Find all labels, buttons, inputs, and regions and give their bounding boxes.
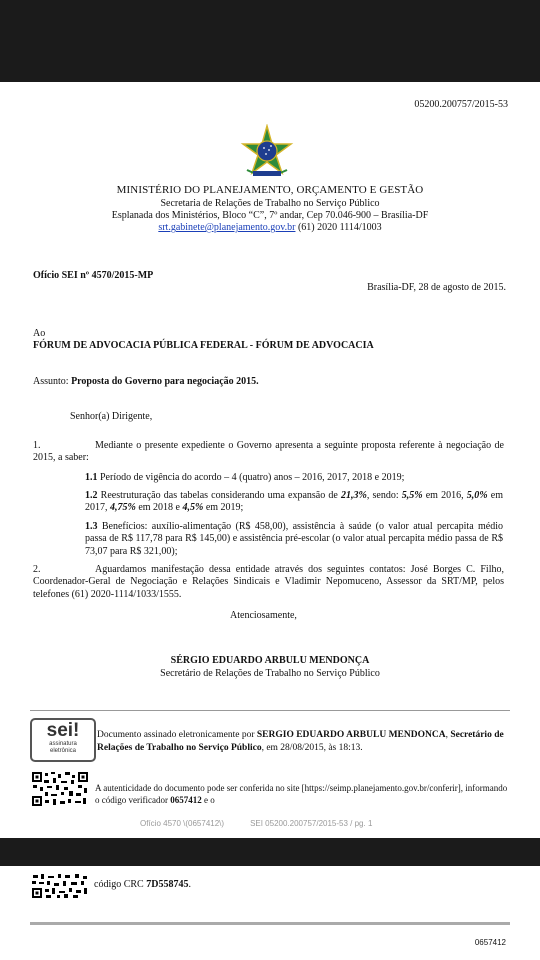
pct-2018: 4,75% (110, 502, 136, 514)
signed-comma: , (445, 730, 451, 740)
item-1-3-number: 1.3 (85, 521, 98, 532)
crc-code-line (94, 879, 191, 890)
footer-page-ref: SEI 05200.200757/2015-53 / pg. 1 (250, 819, 373, 828)
crc-label: código CRC (94, 879, 147, 890)
paragraph-2-number: 2. (33, 564, 41, 575)
recipient: FÓRUM DE ADVOCACIA PÚBLICA FEDERAL - FÓRUM DE ADVOCACIA (33, 340, 374, 351)
pct-total: 21,3% (340, 490, 367, 501)
secretariat-name: Secretaria de Relações de Trabalho no Serviço Público (160, 198, 380, 209)
bottom-doc-code: 0657412 (474, 938, 506, 947)
ministry-name: MINISTÉRIO DO PLANEJAMENTO, ORÇAMENTO E GESTÃO (116, 184, 424, 196)
pct-2017: 5,0% (466, 490, 488, 501)
verification-code: 0657412 (170, 795, 202, 805)
footer-doc-ref: Ofício 4570 \(0657412\) (140, 819, 225, 828)
electronic-signature-note (97, 729, 509, 754)
signed-role: Secretário de Relações de Trabalho no Serviço Público (97, 730, 504, 753)
pct-2019: 4,5% (182, 502, 204, 514)
addressee-prefix: Ao (33, 328, 46, 339)
pct-2016: 5,5% (401, 490, 423, 501)
item-1-2-text-d: em 2017, (85, 490, 503, 514)
subject-label: Assunto: (33, 376, 72, 387)
page-2-separator (30, 922, 510, 925)
email-link[interactable]: srt.gabinete@planejamento.gov.br (158, 222, 296, 233)
item-1-2-text-e: em 2018 e (135, 502, 183, 514)
item-1-3-text: Benefícios: auxílio-alimentação (R$ 458,00), assistência à saúde (o valor atual percapita médio passa de R$ 117,78 para R$ 145,00) e assistência pré-escolar (o valor atual percapita médio passa de R$ 73,07 para R$ 321,00); (85, 521, 503, 557)
signed-text-a: Documento assinado eletronicamente por (97, 730, 257, 740)
oficio-number: Ofício SEI nº 4570/2015-MP (33, 270, 154, 281)
auth-text-b: e o (201, 795, 215, 805)
signer-name: SÉRGIO EDUARDO ARBULU MENDONÇA (170, 655, 370, 666)
item-1-3 (85, 521, 503, 558)
paragraph-1-number: 1. (33, 440, 41, 451)
page-footer (140, 819, 398, 828)
item-1-2-text-c: em 2016, (422, 490, 467, 501)
item-1-1 (85, 472, 404, 483)
signed-text-b: , em 28/08/2015, às 18:13. (261, 742, 363, 753)
paragraph-1-text: Mediante o presente expediente o Governo apresenta a seguinte proposta referente à negociação de 2015, a saber: (33, 440, 504, 464)
auth-text-a: A autenticidade do documento pode ser conferida no site [https://seimp.planejamento.gov.br/conferir], informando o código verificador (95, 783, 508, 805)
paragraph-2 (33, 564, 504, 601)
sei-logo-sub2: eletrônica (49, 748, 76, 754)
phone: (61) 2020 1114/1003 (295, 222, 382, 233)
subject-line (33, 376, 259, 387)
signed-name: SERGIO EDUARDO ARBULU MENDONCA (256, 730, 446, 740)
qr-code-icon (31, 873, 89, 899)
document-page (0, 82, 540, 838)
item-1-2-text-a: Reestruturação das tabelas considerando uma expansão de (97, 490, 341, 501)
subject-text: Proposta do Governo para negociação 2015. (71, 376, 259, 387)
item-1-2-text-f: em 2019; (203, 502, 244, 514)
crc-code: 7D558745 (146, 879, 189, 890)
document-page-2 (0, 866, 540, 960)
sei-logo-sub1: assinatura (49, 741, 77, 747)
top-dark-band (0, 0, 540, 82)
paragraph-1 (33, 440, 504, 465)
process-number: 05200.200757/2015-53 (414, 99, 508, 110)
crc-end: . (188, 879, 191, 890)
item-1-2-text-b: , sendo: (366, 490, 402, 501)
closing: Atenciosamente, (230, 610, 297, 621)
salutation: Senhor(a) Dirigente, (70, 411, 153, 422)
qr-code-icon (31, 771, 89, 807)
item-1-1-number: 1.1 (85, 472, 98, 483)
paragraph-2-text: Aguardamos manifestação dessa entidade através dos seguintes contatos: José Borges C. Filho, Coordenador-Geral de Negociação e Relações Sindicais e Vladimir Nepomuceno, Assessor da SRT/MP, pelos telefones (61) 2020-1114/1033/1555. (33, 564, 504, 600)
sei-logo-icon (30, 718, 96, 762)
coat-of-arms-emblem-icon (239, 124, 295, 180)
item-1-2-number: 1.2 (85, 490, 98, 501)
authenticity-note (95, 782, 509, 806)
item-1-1-text: Período de vigência do acordo – 4 (quatro) anos – 2016, 2017, 2018 e 2019; (97, 472, 405, 483)
signature-separator (30, 710, 510, 711)
item-1-2 (85, 490, 503, 515)
address: Esplanada dos Ministérios, Bloco “C”, 7º andar, Cep 70.046-900 – Brasília-DF (111, 210, 429, 221)
document-date: Brasília-DF, 28 de agosto de 2015. (367, 282, 506, 293)
signer-title: Secretário de Relações de Trabalho no Serviço Público (160, 668, 380, 679)
sei-logo-text: sei! (46, 720, 80, 741)
contact-line (0, 222, 540, 233)
